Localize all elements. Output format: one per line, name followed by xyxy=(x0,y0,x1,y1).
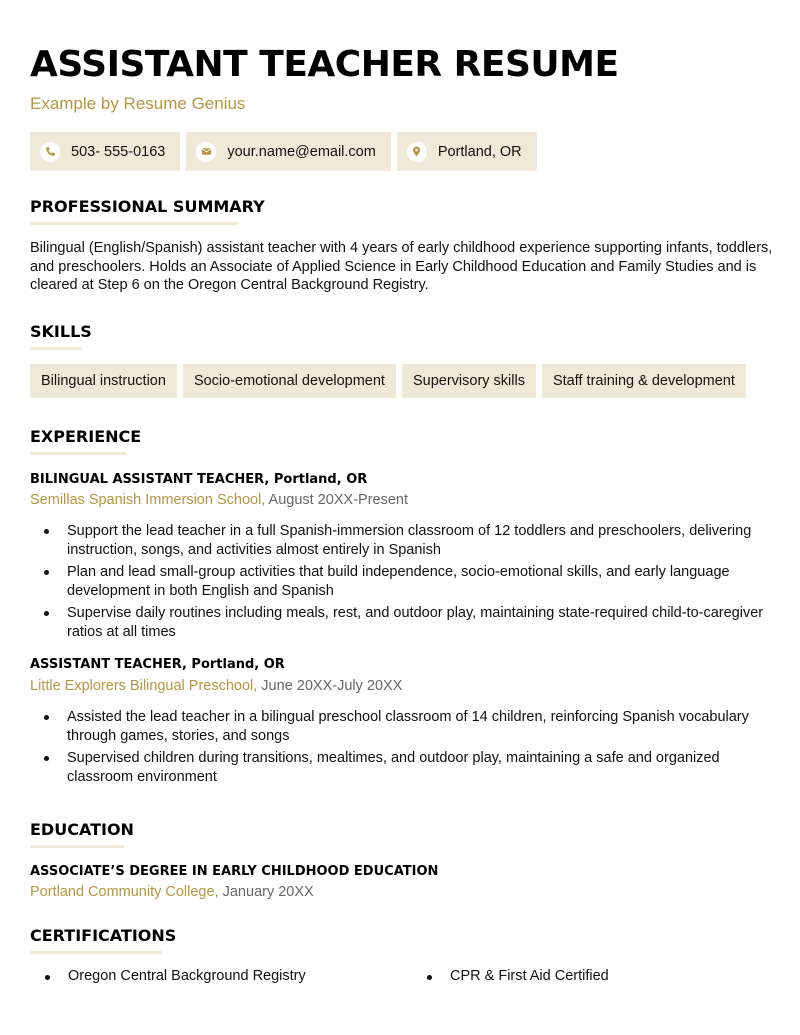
phone-number: 503- 555-0163 xyxy=(71,143,166,160)
contact-location xyxy=(397,132,537,171)
resume-byline: Example by Resume Genius xyxy=(30,94,246,113)
location-text: Portland, OR xyxy=(437,143,522,160)
graduation-date: January 20XX xyxy=(218,884,314,900)
experience-underline xyxy=(30,452,126,455)
job-bullet: Supervised children during transitions, mealtimes, and outdoor play, maintaining a safe and organized classroom environment xyxy=(30,749,775,786)
contact-email xyxy=(186,132,391,171)
education-underline xyxy=(30,845,124,848)
job-title: ASSISTANT TEACHER, Portland, OR xyxy=(30,657,285,672)
job-dates: August 20XX-Present xyxy=(265,492,408,508)
job-bullets xyxy=(30,708,775,790)
summary-text: Bilingual (English/Spanish) assistant teacher with 4 years of early childhood experience supporting infants, toddlers, and preschoolers. Holds an Associate of Applied Science in Early Childhood Education and Family Studies and is cleared at Step 6 on the Oregon Central Background Registry. xyxy=(30,240,773,293)
skills-list xyxy=(30,364,746,398)
job-employer: Semillas Spanish Immersion School, xyxy=(30,492,266,508)
certifications-underline xyxy=(30,951,162,954)
skill-chip: Supervisory skills xyxy=(402,364,536,398)
skills-underline xyxy=(30,347,82,350)
certification-item: Oregon Central Background Registry xyxy=(30,968,306,984)
job-bullet: Assisted the lead teacher in a bilingual preschool classroom of 14 children, reinforcing Spanish vocabulary through games, stories, and songs xyxy=(30,708,775,745)
job-bullet: Plan and lead small-group activities that build independence, socio-emotional skills, and early language development in both English and Spanish xyxy=(30,563,775,600)
contact-bar xyxy=(30,132,537,171)
job-dates: June 20XX-July 20XX xyxy=(257,678,403,694)
job-bullet: Supervise daily routines including meals, rest, and outdoor play, maintaining state-required child-to-caregiver ratios at all times xyxy=(30,604,775,641)
job-org-line xyxy=(30,492,408,508)
skill-chip: Socio-emotional development xyxy=(183,364,396,398)
job-bullet: Support the lead teacher in a full Spanish-immersion classroom of 12 toddlers and preschoolers, delivering instruction, songs, and activities almost entirely in Spanish xyxy=(30,522,775,559)
job-title: BILINGUAL ASSISTANT TEACHER, Portland, OR xyxy=(30,472,368,487)
resume-title: ASSISTANT TEACHER RESUME xyxy=(30,44,619,85)
education-school-line xyxy=(30,884,314,900)
skills-heading: SKILLS xyxy=(30,322,92,341)
job-org-line xyxy=(30,678,402,694)
skill-chip: Staff training & development xyxy=(542,364,746,398)
education-heading: EDUCATION xyxy=(30,820,134,839)
experience-heading: EXPERIENCE xyxy=(30,427,142,446)
summary-heading: PROFESSIONAL SUMMARY xyxy=(30,197,265,216)
phone-icon xyxy=(40,142,60,162)
location-pin-icon xyxy=(407,142,427,162)
certifications-heading: CERTIFICATIONS xyxy=(30,926,177,945)
job-employer: Little Explorers Bilingual Preschool, xyxy=(30,678,258,694)
job-bullets xyxy=(30,522,775,645)
summary-underline xyxy=(30,222,238,225)
certification-item: CPR & First Aid Certified xyxy=(412,968,609,984)
contact-phone xyxy=(30,132,180,171)
email-icon xyxy=(196,142,216,162)
school-name: Portland Community College, xyxy=(30,884,219,900)
skill-chip: Bilingual instruction xyxy=(30,364,177,398)
degree-title: ASSOCIATE’S DEGREE IN EARLY CHILDHOOD EDUCATION xyxy=(30,864,439,879)
email-address: your.name@email.com xyxy=(227,143,376,160)
